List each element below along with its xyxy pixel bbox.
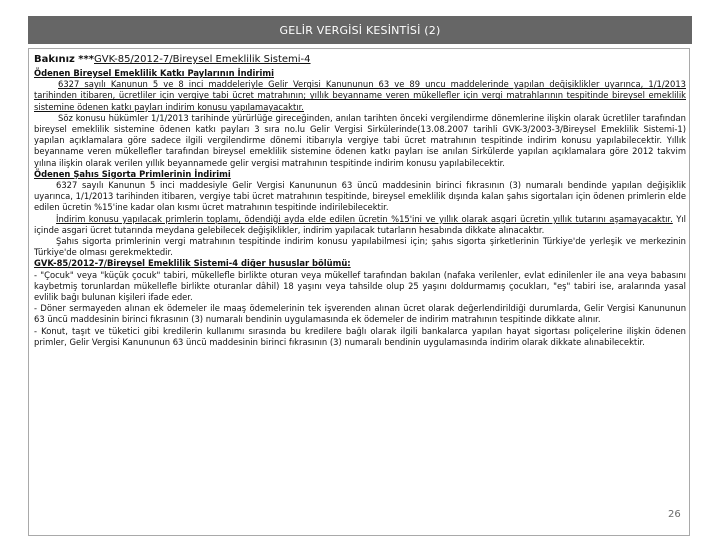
slide-title: GELİR VERGİSİ KESİNTİSİ (2) xyxy=(279,23,441,37)
reference-line xyxy=(34,53,686,66)
section-title-other: GVK-85/2012-7/Bireysel Emeklilik Sistemi-4 diğer hususlar bölümü: xyxy=(34,258,351,269)
content-body xyxy=(34,53,686,348)
paragraph: - Döner sermayeden alınan ek ödemeler ile maaş ödemelerinin tek işverenden alınan ücret olarak değerlendirildiği durumlarda, Gelir Vergisi Kanununun 63 üncü maddesinin birinci fıkrasının (3) numaralı bendinin uygulamasında ek ödemeler de indirim matrahının tespitinde dikkate alınır. xyxy=(34,303,686,325)
reference-prefix: Bakınız *** xyxy=(34,54,94,65)
paragraph-limit xyxy=(34,214,686,236)
limit-rule-rest: Yıl içinde asgari ücret tutarında meydana gelebilecek değişiklikler, indirim yapılacak tutarların hesabında dikkate alınacaktır. xyxy=(34,213,686,235)
paragraph: Söz konusu hükümler 1/1/2013 tarihinde yürürlüğe gireceğinden, anılan tarihten önceki vergilendirme dönemlerine ilişkin olarak ücretliler tarafından bireysel emeklilik sistemine ödenen katkı payları 3 sıra no.lu Gelir Vergisi Sirkülerinde(13.08.2007 tarihli GVK-3/2003-3/Bireysel Emeklilik Sistemi-1) yapılan açıklamalara göre sadece ilgili vergilendirme dönemi itibarıyla vergiye tabi ücret matrahının tespitinde indirim konusu yapılabilecektir. Yıllık beyanname veren mükellefler tarafından bireysel emeklilik sistemine ödenen katkı payları ise anılan Sirkülerde yapılan açıklamalara göre 2012 takvim yılına ilişkin olarak verilen yıllık beyannamede gelir vergisi matrahının tespitinde indirim konusu yapılabilecektir. xyxy=(34,112,686,168)
slide-title-bar xyxy=(28,16,692,44)
paragraph: 6327 sayılı Kanunun 5 inci maddesiyle Gelir Vergisi Kanununun 63 üncü maddesinin birinci fıkrasının (3) numaralı bendinde yapılan değişiklik uyarınca, 1/1/2013 tarihinden itibaren, vergiye tabi ücret matrahının tespitinde, bireysel emeklilik dışında kalan şahıs sigortaları için ödenen primlerin elde edilen ücretin %15'ine kadar olan kısmı ücret matrahının tespitinde indirilebilecektir. xyxy=(34,180,686,213)
section-title-insurance: Ödenen Şahıs Sigorta Primlerinin İndirimi xyxy=(34,168,231,179)
limit-rule-underlined: İndirim konusu yapılacak primlerin toplamı, ödendiği ayda elde edilen ücretin %15'ini ve yıllık olarak asgari ücretin yıllık tutarını aşamayacaktır. xyxy=(56,213,673,224)
paragraph: - "Çocuk" veya "küçük çocuk" tabiri, mükellefle birlikte oturan veya mükellef tarafından bakılan (nafaka verilenler, evlat edinilenler ile ana veya babasını kaybetmiş torunlardan mükellefle birlikte oturanlar dâhil) 18 yaşını veya tahsilde olup 25 yaşını doldurmamış çocukları, "eş" tabiri ise, aralarında yasal evlilik bağı bulunan kişileri ifade eder. xyxy=(34,269,686,303)
paragraph: - Konut, taşıt ve tüketici gibi kredilerin kullanımı sırasında bu kredilere bağlı olarak ilgili bankalarca yapılan hayat sigortası poliçelerine ilişkin ödenen primler, Gelir Vergisi Kanununun 63 üncü maddesinin birinci fıkrasının (3) numaralı bendinin uygulamasında indirim olarak dikkate alınabilecektir. xyxy=(34,325,686,347)
page-number: 26 xyxy=(668,509,681,520)
paragraph: 6327 sayılı Kanunun 5 ve 8 inci maddeleriyle Gelir Vergisi Kanununun 63 ve 89 uncu maddelerinde yapılan değişiklikler uyarınca, 1/1/2013 tarihinden itibaren, ücretliler için vergiye tabi ücret matrahının; yıllık beyanname veren mükellefler için vergi matrahlarının tespitinde bireysel emeklilik sistemine ödenen katkı payları indirim konusu yapılamayacaktır. xyxy=(34,79,686,112)
reference-suffix: /Bireysel Emeklilik Sistemi-4 xyxy=(169,54,311,65)
reference-code: GVK-85/2012-7 xyxy=(94,54,170,65)
paragraph: Şahıs sigorta primlerinin vergi matrahının tespitinde indirim konusu yapılabilmesi için; şahıs sigorta şirketlerinin Türkiye'de yerleşik ve merkezinin Türkiye'de olması gerekmektedir. xyxy=(34,236,686,258)
section-title-pension: Ödenen Bireysel Emeklilik Katkı Paylarının İndirimi xyxy=(34,68,274,78)
